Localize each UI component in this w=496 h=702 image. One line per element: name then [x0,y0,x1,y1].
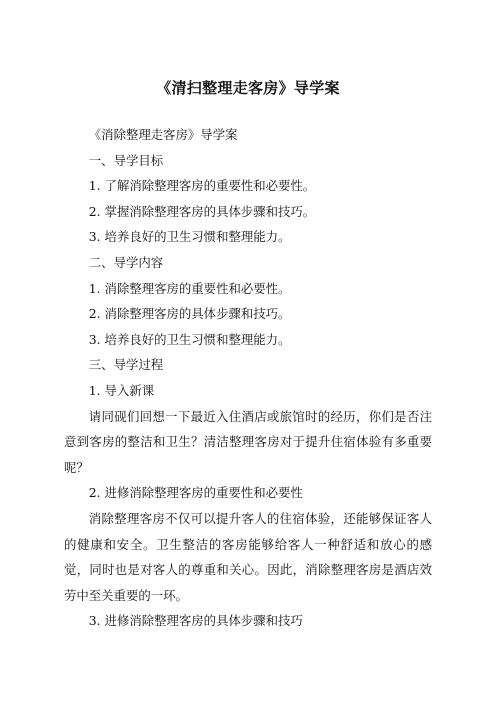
list-item: 3. 培养良好的卫生习惯和整理能力。 [88,331,291,347]
list-item: 2. 进修消除整理客房的重要性和必要性 [88,485,303,501]
paragraph: 消除整理客房不仅可以提升客人的住宿体验，还能够保证客人的健康和安全。卫生整洁的客房能够给客人一种舒适和放心的感觉，同时也是对客人的尊重和关心。因此，消除整理客房是酒店效劳中至关重要的一环。 [64,510,432,603]
list-item: 2. 消除整理客房的具体步骤和技巧。 [88,306,291,322]
section-heading: 三、导学过程 [88,357,164,373]
section-heading: 二、导学内容 [88,254,164,270]
paragraph: 请同砚们回想一下最近入住酒店或旅馆时的经历，你们是否注意到客房的整洁和卫生？清洁整理客房对于提升住宿体验有多重要呢？ [64,408,432,475]
list-item: 3. 进修消除整理客房的具体步骤和技巧 [88,613,303,629]
list-item: 1. 了解消除整理客房的重要性和必要性。 [88,178,316,194]
list-item: 1. 导入新课 [88,382,155,398]
document-title: 《清扫整理走客房》导学案 [156,79,340,97]
document-body [64,122,432,634]
paragraph: 《消除整理走客房》导学案 [88,127,238,142]
list-item: 1. 消除整理客房的重要性和必要性。 [88,280,291,296]
list-item: 2. 掌握消除整理客房的具体步骤和技巧。 [88,203,316,219]
section-heading: 一、导学目标 [88,152,164,168]
list-item: 3. 培养良好的卫生习惯和整理能力。 [88,229,291,245]
